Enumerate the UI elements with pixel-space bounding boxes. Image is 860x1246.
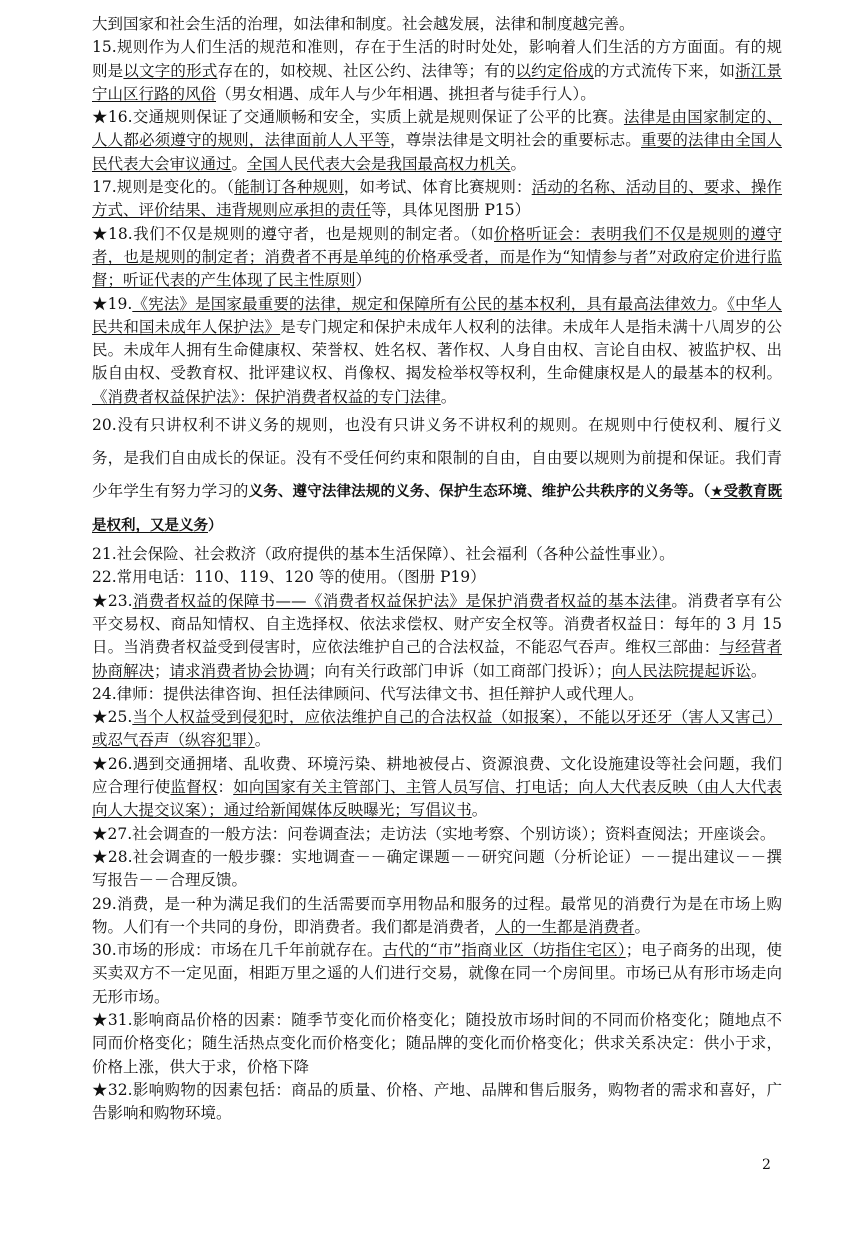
- paragraph: [92, 409, 782, 543]
- paragraph: [92, 823, 782, 846]
- text-run: ；: [154, 661, 170, 680]
- text-run: ；电子商务的出现，使买卖双方不一定见面，相距万里之遥的人们进行交易，就像在同一个房间里。市场已从有形市场走向无形市场。: [92, 941, 782, 1006]
- document-body: [92, 13, 782, 1125]
- underlined-text: 向人民法院提起诉讼: [611, 661, 751, 680]
- text-run: 。: [231, 154, 248, 173]
- text-run: （男女相遇、成年人与少年相遇、挑担者与徒手行人）。: [216, 84, 596, 103]
- text-run: 22.常用电话：110、119、120 等的使用。（图册 P19）: [92, 568, 486, 587]
- underlined-text: 活动的名称、活动目的、要求、操作方式、评价结果、违背规则应承担的责任: [92, 178, 782, 220]
- paragraph: [92, 36, 782, 106]
- underlined-text: 《中华人民共和国未成年人保护法》: [92, 294, 782, 336]
- paragraph: [92, 706, 782, 753]
- text-run: 17.规则是变化的。（: [92, 178, 235, 197]
- text-run: 。: [510, 154, 527, 173]
- underlined-text: 价格听证会：表明我们不仅是规则的遵守者，也是规则的制定者；消费者不再是单纯的价格承受者，而是作为“知情参与者”对政府定价进行监督；听证代表的产生体现了民主性原则: [92, 224, 782, 290]
- text-run: 。: [471, 801, 488, 820]
- text-run: ，尊崇法律是文明社会的重要标志。: [390, 131, 641, 150]
- paragraph: [92, 176, 782, 223]
- bold-text: 义务、遵守法律法规的义务、保护生态环境、维护公共秩序的义务等。（: [248, 484, 711, 501]
- paragraph: [92, 13, 782, 36]
- text-run: ★32.影响购物的因素包括：商品的质量、价格、产地、品牌和售后服务，购物者的需求和喜好，广告影响和购物环境。: [92, 1080, 782, 1123]
- text-run: 存在的，如校规、社区公约、法律等；有的: [217, 61, 516, 80]
- text-run: 等，具体见图册 P15）: [371, 201, 531, 220]
- text-run: ★27.社会调查的一般方法：问卷调查法；走访法（实地考察、个别访谈）；资料查阅法；开座谈会。: [92, 824, 776, 843]
- underlined-text: 与经营者协商解决: [92, 638, 782, 680]
- underlined-text: 人的一生都是消费者: [495, 917, 635, 936]
- text-run: ；向有关行政部门申诉（如工商部门投诉）；: [309, 661, 612, 680]
- text-run: ★18.我们不仅是规则的遵守者，也是规则的制定者。（如: [92, 224, 495, 243]
- paragraph: [92, 893, 782, 940]
- underlined-text: 全国人民代表大会是我国最高权力机关: [247, 154, 511, 173]
- text-run: ★28.社会调查的一般步骤：实地调查－－确定课题－－研究问题（分析论证）－－提出建议－－撰写报告－－合理反馈。: [92, 847, 782, 890]
- underlined-text: 监督权: [170, 778, 218, 797]
- underlined-text: 法律是由国家制定的、人人都必须遵守的规则，法律面前人人平等: [92, 108, 782, 150]
- underlined-text: ★受教育既是权利，又是义务: [92, 484, 782, 535]
- paragraph: [92, 543, 782, 566]
- paragraph: [92, 223, 782, 293]
- paragraph: [92, 753, 782, 823]
- text-run: 。: [750, 661, 767, 680]
- paragraph: [92, 590, 782, 683]
- paragraph: [92, 846, 782, 893]
- paragraph: [92, 1079, 782, 1126]
- text-run: 是专门规定和保护未成年人权利的法律。未成年人是指未满十八周岁的公民。未成年人拥有生命健康权、荣誉权、姓名权、著作权、人身自由权、言论自由权、被监护权、出版自由权、受教育权、批评建议权、肖像权、揭发检举权等权利，生命健康权是人的最基本的权利。: [92, 317, 782, 383]
- text-run: ★23.: [92, 591, 133, 610]
- text-run: 。: [634, 917, 651, 936]
- text-run: 20.没有只讲权利不讲义务的规则，也没有只讲义务不讲权利的规则。在规则中行使权利、履行义务，是我们自由成长的保证。没有不受任何约束和限制的自由，自由要以规则为前提和保证。我们青少年学生有努力学习的: [92, 416, 782, 501]
- text-run: 21.社会保险、社会救济（政府提供的基本生活保障）、社会福利（各种公益性事业）。: [92, 545, 675, 564]
- text-run: 。消费者享有公平交易权、商品知情权、自主选择权、依法求偿权、财产安全权等。消费者权益日：每年的 3 月 15 日。当消费者权益受到侵害时，应依法维护自己的合法权益，不能忍气吞声。维权三部曲：: [92, 591, 782, 657]
- underlined-text: 以文字的形式: [123, 61, 218, 80]
- underlined-text: 能制订各种规则: [234, 178, 344, 197]
- text-run: 大到国家和社会生活的治理，如法律和制度。社会越发展，法律和制度越完善。: [92, 15, 635, 33]
- text-run: 。: [254, 731, 271, 750]
- text-run: ）: [355, 271, 372, 290]
- underlined-text: 古代的“市”指商业区（坊指住宅区）: [382, 941, 626, 960]
- text-run: ★26.遇到交通拥堵、乱收费、环境污染、耕地被侵占、资源浪费、文化设施建设等社会问题，我们应合理行使: [92, 754, 782, 797]
- text-run: ★31.影响商品价格的因素：随季节变化而价格变化；随投放市场时间的不同而价格变化；随地点不同而价格变化；随生活热点变化而价格变化；随品牌的变化而价格变化；供求关系决定：供小于求，价格上涨，供大于求，价格下降: [92, 1010, 782, 1076]
- paragraph: [92, 939, 782, 1009]
- paragraph: [92, 106, 782, 176]
- underlined-text: 《消费者权益保护法》：保护消费者权益的专门法律: [92, 387, 441, 406]
- text-run: 的方式流传下来，如: [593, 61, 736, 80]
- text-run: ，如考试、体育比赛规则：: [343, 178, 532, 197]
- text-run: ★16.交通规则保证了交通顺畅和安全，实质上就是规则保证了公平的比赛。: [92, 108, 624, 127]
- underlined-text: 《宪法》是国家最重要的法律，规定和保障所有公民的基本权利，具有最高法律效力: [132, 294, 712, 313]
- text-run: 29.消费，是一种为满足我们的生活需要而享用物品和服务的过程。最常见的消费行为是在市场上购物。人们有一个共同的身份，即消费者。我们都是消费者，: [92, 894, 782, 936]
- underlined-text: 当个人权益受到侵犯时，应依法维护自己的合法权益（如报案），不能以牙还牙（害人又害己）或忍气吞声（纵容犯罪）: [92, 708, 782, 750]
- underlined-text: 浙江景宁山区行路的风俗: [92, 61, 782, 103]
- paragraph: [92, 683, 782, 706]
- paragraph: [92, 293, 782, 409]
- text-run: 。: [440, 387, 457, 406]
- underlined-text: 请求消费者协会协调: [169, 661, 310, 680]
- underlined-text: 以约定俗成: [515, 61, 594, 80]
- text-run: 24.律师：提供法律咨询、担任法律顾问、代写法律文书、担任辩护人或代理人。: [92, 684, 644, 703]
- bold-text: ）: [208, 518, 223, 535]
- text-run: ：: [217, 778, 234, 797]
- text-run: 15.规则作为人们生活的规范和准则，存在于生活的时时处处，影响着人们生活的方方面面。有的规则是: [92, 38, 782, 80]
- paragraph: [92, 1009, 782, 1079]
- text-run: 30.市场的形成：市场在几千年前就存在。: [92, 941, 383, 960]
- underlined-text: 消费者权益的保障书——《消费者权益保护法》是保护消费者权益的基本法律: [132, 591, 672, 610]
- paragraph: [92, 566, 782, 589]
- text-run: 。: [711, 294, 728, 313]
- underlined-text: 如向国家有关主管部门、主管人员写信、打电话；向人大代表反映（由人大代表向人大提交议案）；通过给新闻媒体反映曝光；写倡议书: [92, 778, 782, 820]
- text-run: ★25.: [92, 708, 133, 727]
- underlined-text: 重要的法律由全国人民代表大会审议通过: [92, 131, 782, 173]
- page-number: 2: [762, 1157, 771, 1173]
- text-run: ★19.: [92, 294, 133, 313]
